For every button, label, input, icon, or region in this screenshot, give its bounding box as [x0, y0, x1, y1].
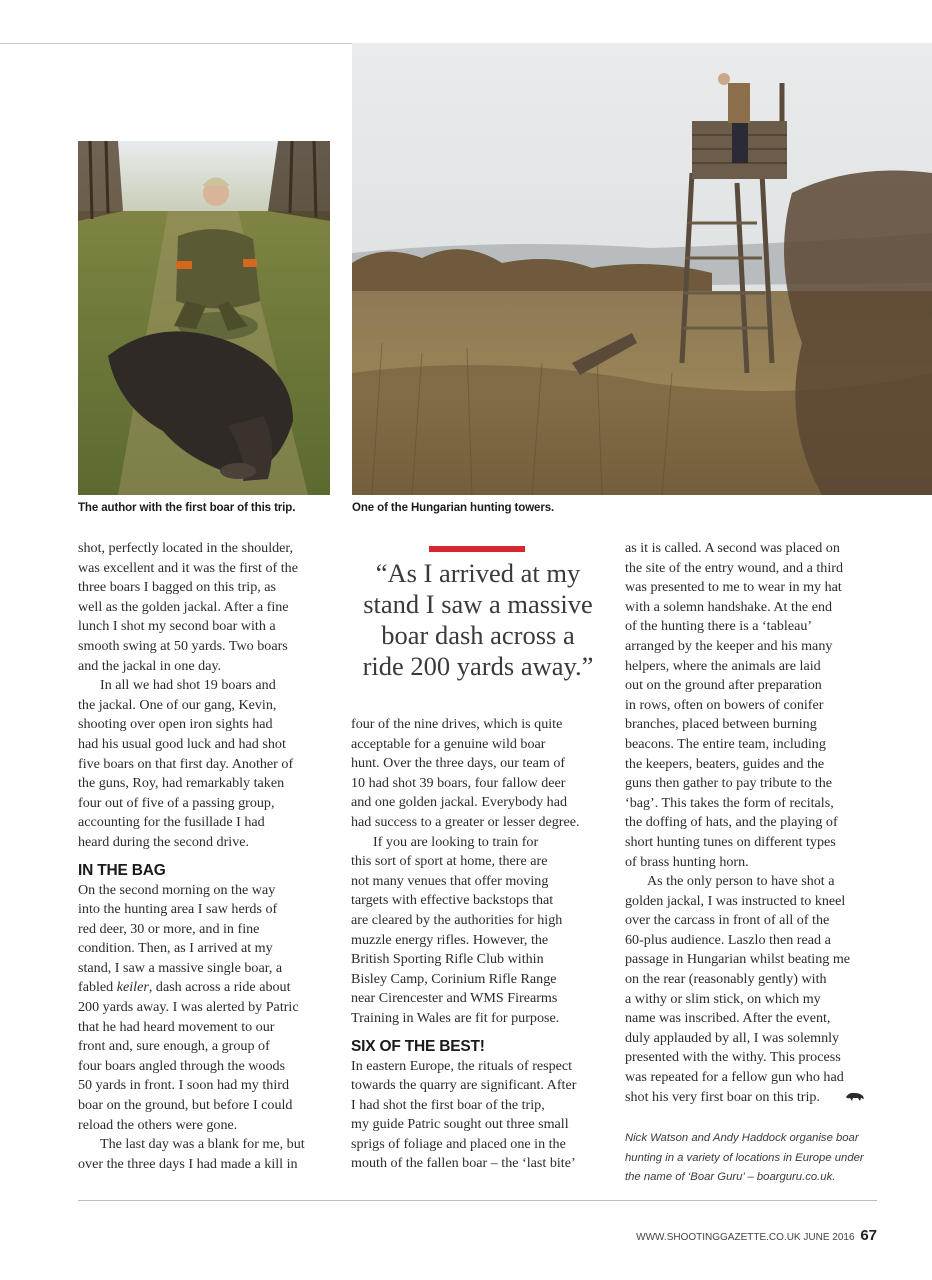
paragraph	[625, 872, 877, 1107]
paragraph: In eastern Europe, the rituals of respect towards the quarry are significant. After I had shot the first boar of the trip, my guide Patric sought out three small sprigs of foliage and placed one in the mouth of the fallen boar – the ‘last bite’	[351, 1057, 577, 1172]
bottom-rule	[78, 1200, 877, 1201]
article-column-3	[625, 539, 877, 1107]
paragraph: shot, perfectly located in the shoulder, was excellent and it was the first of the three boars I bagged on this trip, as well as the golden jackal. After a fine lunch I shot my second boar with a smooth swing at 50 yards. Two boars and the jackal in one day.	[78, 540, 298, 674]
text-run: As the only person to have shot a golden jackal, I was instructed to kneel over the carcass in front of all of the 60-plus audience. Laszlo then read a passage in Hungarian whilst beating me on the rear (reasonably gently) with a withy or slim stick, on which my name was inscribed. After the event, duly applauded by all, I was solemnly presented with the withy. This process was repeated for a fellow gun who had shot his very first boar on this trip.	[625, 873, 851, 1105]
section-heading-six-of-the-best: SIX OF THE BEST!	[351, 1037, 485, 1055]
pull-quote: “As I arrived at my stand I saw a massive boar dash across a ride 200 yards away.”	[362, 558, 594, 681]
text-run: On the second morning on the way into the hunting area I saw herds of red deer, 30 or more, and in fine condition. Then, as I arrived at my stand, I saw a massive single boar, a fabled	[78, 881, 283, 996]
paragraph: In all we had shot 19 boars and the jackal. One of our gang, Kevin, shooting over open iron sights had had his usual good luck and had shot five boars on that first day. Another of the guns, Roy, had remarkably taken four out of five of a passing group, accounting for the fusillade I had heard during the second drive.	[78, 677, 294, 850]
page-footer	[636, 1227, 877, 1244]
section-heading-in-the-bag: IN THE BAG	[78, 861, 166, 879]
paragraph: If you are looking to train for this sort of sport at home, there are not many venues that offer moving targets with effective backstops that are cleared by the authorities for high muzzle energy rifles. However, the British Sporting Rifle Club within Bisley Camp, Corinium Rifle Range near Cirencester and WMS Firearms Training in Wales are fit for purpose.	[351, 833, 563, 1026]
boar-silhouette-icon	[823, 1089, 843, 1101]
paragraph: The last day was a blank for me, but over the three days I had made a kill in	[78, 1136, 305, 1172]
tower-photo-caption: One of the Hungarian hunting towers.	[352, 502, 555, 514]
pull-quote-accent-bar	[429, 546, 525, 552]
italic-term: keiler	[116, 979, 149, 996]
footer-site-url[interactable]: WWW.SHOOTINGGAZETTE.CO.UK	[636, 1232, 801, 1243]
paragraph: as it is called. A second was placed on the site of the entry wound, and a third was presented to me to wear in my hat with a solemn handshake. At the end of the hunting there is a ‘tableau’ arranged by the keeper and his many helpers, where the animals are laid out on the ground after preparation in rows, often on bowers of conifer branches, placed between burning beacons. The entire team, including the keepers, beaters, guides and the guns then gather to pay tribute to the ‘bag’. This takes the form of recitals, the doffing of hats, and the playing of short hunting tunes on different types of brass hunting horn.	[625, 540, 844, 870]
paragraph: four of the nine drives, which is quite acceptable for a genuine wild boar hunt. Over the three days, our team of 10 had shot 39 boars, four fallow deer and one golden jackal. Everybody had had success to a greater or lesser degree.	[351, 716, 580, 830]
author-photo-caption: The author with the first boar of this trip.	[78, 502, 296, 514]
page-number: 67	[860, 1227, 877, 1244]
hunting-tower-photo	[352, 43, 932, 495]
text-run: , dash across a ride about 200 yards away. I was alerted by Patric that he had heard movement to our front and, sure enough, a group of four boars angled through the woods 50 yards in front. I soon had my third boar on the ground, but before I could reload the others were gone.	[78, 979, 299, 1133]
paragraph	[78, 881, 333, 1136]
top-rule	[0, 43, 352, 44]
author-with-boar-photo	[78, 141, 330, 495]
article-column-1	[78, 539, 333, 1174]
article-column-2	[351, 715, 607, 1174]
author-credit: Nick Watson and Andy Haddock organise boar hunting in a variety of locations in Europe under the name of ‘Boar Guru’ – boarguru.co.uk.	[625, 1132, 864, 1183]
footer-issue-date: JUNE 2016	[803, 1232, 855, 1243]
